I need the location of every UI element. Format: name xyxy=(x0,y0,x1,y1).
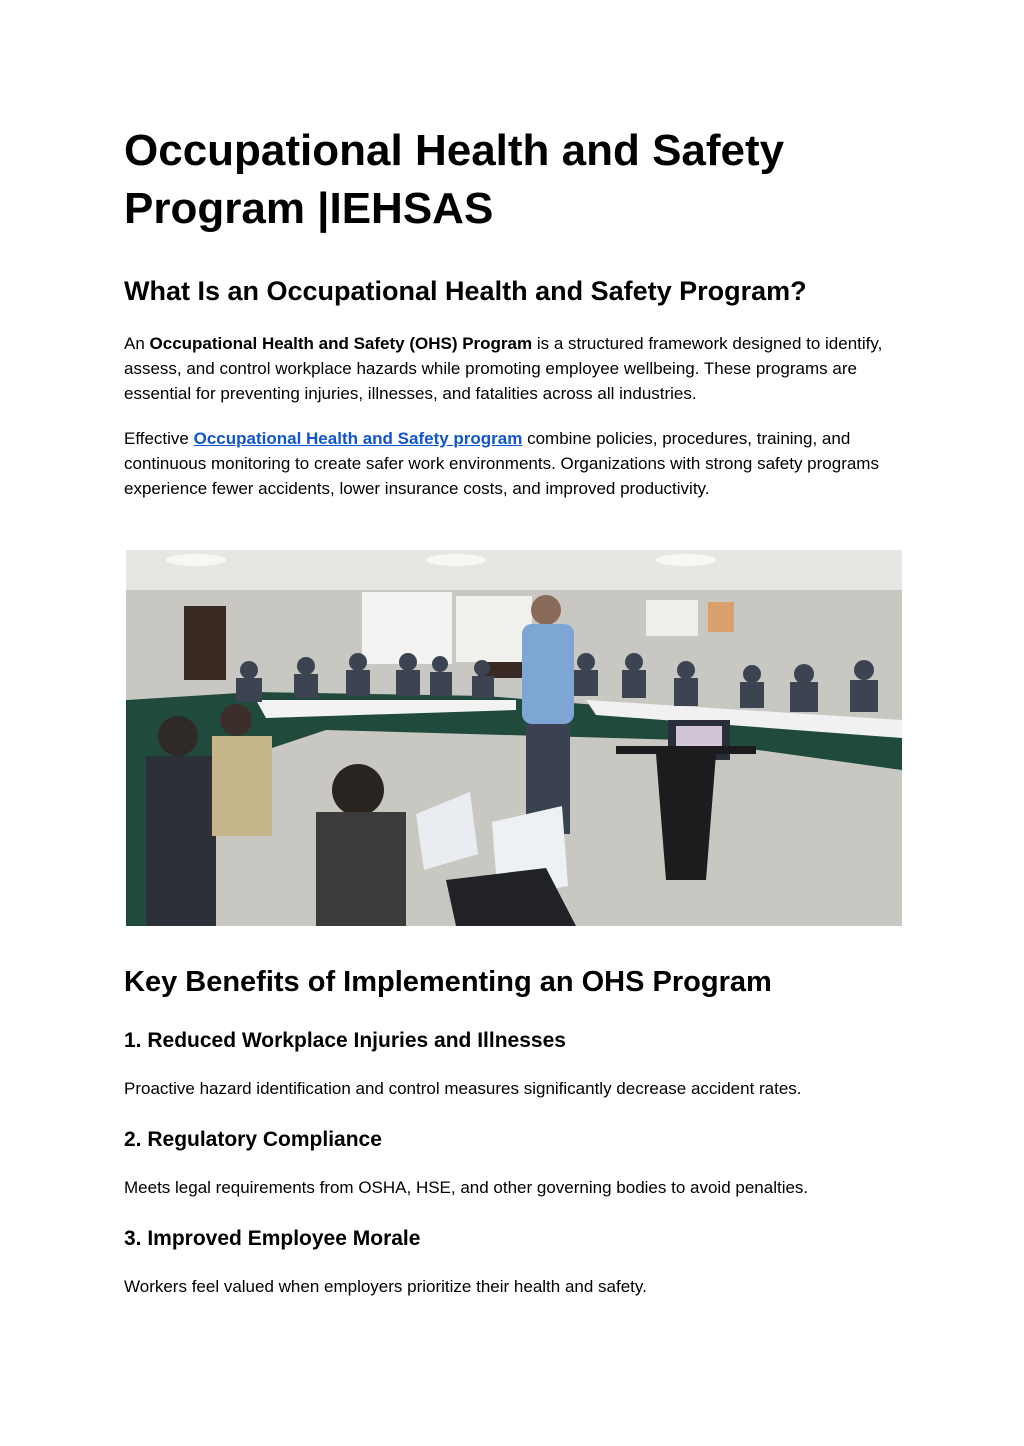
intro-bold-term: Occupational Health and Safety (OHS) Program xyxy=(149,334,533,353)
training-session-photo xyxy=(126,550,902,926)
benefit-heading-1: 1. Reduced Workplace Injuries and Illnesses xyxy=(124,1029,566,1052)
intro-paragraph xyxy=(124,331,904,406)
section-heading-what-is: What Is an Occupational Health and Safety Program? xyxy=(124,276,807,306)
benefit-text-3: Workers feel valued when employers prioritize their health and safety. xyxy=(124,1277,647,1296)
benefit-text-2: Meets legal requirements from OSHA, HSE, and other governing bodies to avoid penalties. xyxy=(124,1178,809,1197)
section-heading-key-benefits: Key Benefits of Implementing an OHS Program xyxy=(124,966,772,998)
effective-paragraph xyxy=(124,426,904,501)
ohs-program-link[interactable]: Occupational Health and Safety program xyxy=(193,429,523,448)
benefit-heading-3: 3. Improved Employee Morale xyxy=(124,1227,421,1250)
intro-lead: An xyxy=(124,334,150,353)
effective-rest: combine policies, procedures, training, and continuous monitoring to create safer work environments. Organizations with strong safety programs experience fewer accidents, lower insurance costs, and improved productivity. xyxy=(124,429,879,498)
page-title: Occupational Health and Safety Program |IEHSAS xyxy=(124,126,785,233)
effective-lead: Effective xyxy=(124,429,194,448)
benefit-heading-2: 2. Regulatory Compliance xyxy=(124,1128,382,1151)
intro-rest: is a structured framework designed to identify, assess, and control workplace hazards while promoting employee wellbeing. These programs are essential for preventing injuries, illnesses, and fatalities across all industries. xyxy=(124,334,883,403)
benefit-text-1: Proactive hazard identification and control measures significantly decrease accident rates. xyxy=(124,1079,802,1098)
